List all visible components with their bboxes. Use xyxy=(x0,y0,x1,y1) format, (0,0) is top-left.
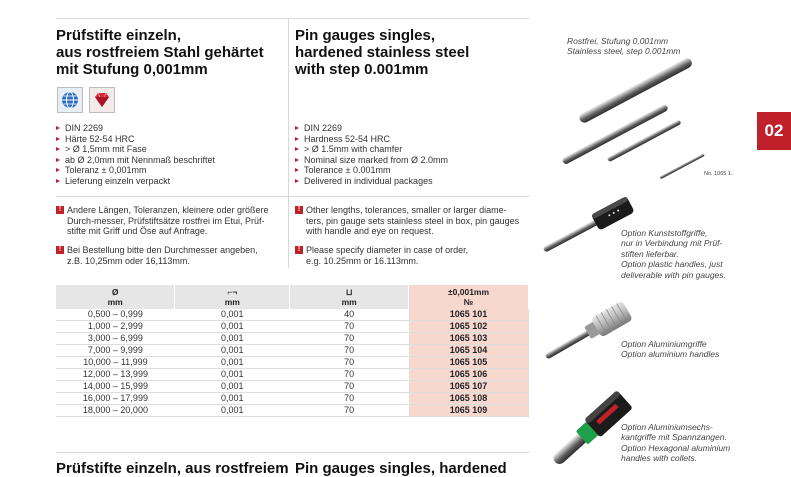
caption-hex-handles: Option Aluminiumsechs- kantgriffe mit Spannzangen. Option Hexagonal aluminium handles with collets. xyxy=(621,422,731,464)
en-feature-list xyxy=(295,123,448,187)
top-rule xyxy=(56,18,529,19)
notes-rule xyxy=(56,196,529,197)
exclamation-icon: ! xyxy=(56,206,64,214)
list-item: Nominal size marked from Ø 2.0mm xyxy=(295,155,448,166)
table-row: 18,000 – 20,000 0,001 70 1065 109 xyxy=(56,405,529,417)
list-item: Tolerance ± 0.001mm xyxy=(295,165,448,176)
de-title: Prüfstifte einzeln, aus rostfreiem Stahl gehärtet mit Stufung 0,001mm xyxy=(56,27,264,78)
aluminium-handle-illustration xyxy=(540,295,640,365)
list-item: DIN 2269 xyxy=(295,123,448,134)
de-note-diameter: ! Bei Bestellung bitte den Durchmesser angeben, z.B. 10,25mm oder 16,113mm. xyxy=(56,245,258,266)
table-row: 12,000 – 13,999 0,001 70 1065 106 xyxy=(56,369,529,381)
product-table xyxy=(56,285,529,417)
caption-stainless: Rostfrei, Stufung 0,001mm Stainless steel, step 0.001mm xyxy=(567,36,681,57)
exclamation-icon: ! xyxy=(56,246,64,254)
section-tab[interactable]: 02 xyxy=(757,112,791,150)
list-item: ab Ø 2,0mm mit Nennmaß beschriftet xyxy=(56,155,215,166)
product-number-label: No. 1065 1.. xyxy=(704,171,734,177)
plastic-handle-illustration xyxy=(540,190,640,260)
table-row: 3,000 – 6,999 0,001 70 1065 103 xyxy=(56,333,529,345)
exclamation-icon: ! xyxy=(295,206,303,214)
column-divider xyxy=(288,18,289,268)
header-step: ⌐¬ mm xyxy=(175,285,290,309)
table-row: 7,000 – 9,999 0,001 70 1065 104 xyxy=(56,345,529,357)
diamond-icon xyxy=(90,88,114,112)
table-row: 14,000 – 15,999 0,001 70 1065 107 xyxy=(56,381,529,393)
table-row: 0,500 – 0,999 0,001 40 1065 101 xyxy=(56,309,529,321)
en-note-options: ! Other lengths, tolerances, smaller or larger diame- ters, pin gauge sets stainless steel in box, pin gauges with handle and eye on request. xyxy=(295,205,519,237)
list-item: Toleranz ± 0,001mm xyxy=(56,165,215,176)
en-title: Pin gauges singles, hardened stainless steel with step 0.001mm xyxy=(295,27,470,78)
de-note-options: ! Andere Längen, Toleranzen, kleinere oder größere Durch-messer, Prüfstiftsätze rostfrei im Etui, Prüf- stifte mit Griff und Öse auf Anfrage. xyxy=(56,205,268,237)
list-item: Härte 52-54 HRC xyxy=(56,134,215,145)
globe-icon xyxy=(58,88,82,112)
header-order-number: ±0,001mm № xyxy=(409,285,529,309)
de-feature-list xyxy=(56,123,215,187)
list-item: Hardness 52-54 HRC xyxy=(295,134,448,145)
diamond-badge xyxy=(89,87,115,113)
header-length: ⊔ mm xyxy=(290,285,409,309)
table-row: 1,000 – 2,999 0,001 70 1065 102 xyxy=(56,321,529,333)
list-item: > Ø 1.5mm with chamfer xyxy=(295,144,448,155)
bottom-rule xyxy=(56,452,529,453)
header-diameter: Ø mm xyxy=(56,285,175,309)
table-row: 10,000 – 11,999 0,001 70 1065 105 xyxy=(56,357,529,369)
hex-handle-illustration xyxy=(545,372,625,468)
table-header-row xyxy=(56,285,529,309)
list-item: DIN 2269 xyxy=(56,123,215,134)
globe-badge xyxy=(57,87,83,113)
caption-aluminium-handles: Option Aluminiumgriffe Option aluminium handles xyxy=(621,339,720,360)
list-item: > Ø 1,5mm mit Fase xyxy=(56,144,215,155)
de-next-title: Prüfstifte einzeln, aus rostfreiem xyxy=(56,460,289,477)
pin-gauges-illustration xyxy=(540,60,720,185)
en-next-title: Pin gauges singles, hardened xyxy=(295,460,507,477)
list-item: Lieferung einzeln verpackt xyxy=(56,176,215,187)
list-item: Delivered in individual packages xyxy=(295,176,448,187)
en-note-diameter: ! Please specify diameter in case of order, e.g. 10.25mm or 16.113mm. xyxy=(295,245,468,266)
table-row: 16,000 – 17,999 0,001 70 1065 108 xyxy=(56,393,529,405)
exclamation-icon: ! xyxy=(295,246,303,254)
caption-plastic-handles: Option Kunststoffgriffe, nur in Verbindung mit Prüf- stiften lieferbar. Option plastic handles, just deliverable with pin gauges. xyxy=(621,228,726,280)
